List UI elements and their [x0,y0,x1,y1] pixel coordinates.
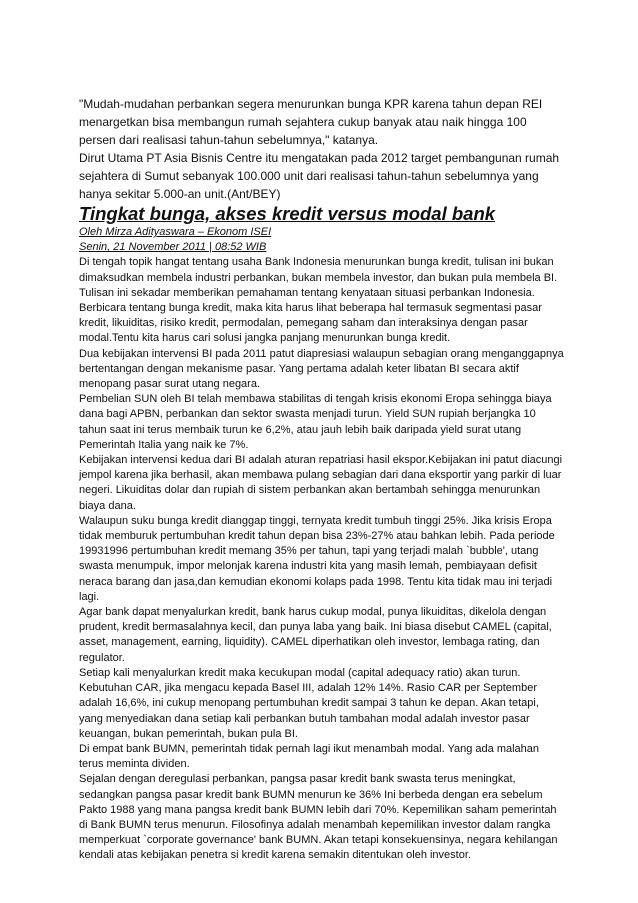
article-paragraph: Walaupun suku bunga kredit dianggap tinggi, ternyata kredit tumbuh tinggi 25%. Jika krisis Eropa tidak memburuk pertumbuhan kredit tahun depan bisa 23%-27% atau bahkan lebih. Pada periode 19931996 pertumbuhan kredit memang 35% per tahun, tapi yang terjadi malah `bubble', utang swasta menumpuk, impor melonjak karena industri kita yang masih lemah, pembiayaan defisit neraca barang dan jasa,dan kemudian ekonomi kolaps pada 1998. Tentu kita tidak mau ini terjadi lagi. [79,514,555,603]
article-author: Oleh Mirza Adityaswara – Ekonom ISEI [79,226,272,238]
intro-paragraph: "Mudah-mudahan perbankan segera menurunkan bunga KPR karena tahun depan REI menargetkan bisa membangun rumah sejahtera cukup banyak atau naik hingga 100 persen dari realisasi tahun-tahun sebelumnya," katanya. [79,97,543,147]
article-paragraph: Di tengah topik hangat tentang usaha Bank Indonesia menurunkan bunga kredit, tulisan ini bukan dimaksudkan membela industri perbankan, bukan membela investor, dan bukan pula membela BI. Tulisan ini sekadar memberikan pemahaman tentang kenyataan situasi perbankan Indonesia. [79,256,558,299]
article-title: Tingkat bunga, akses kredit versus modal bank [79,203,496,224]
article-paragraph: Di empat bank BUMN, pemerintah tidak pernah lagi ikut menambah modal. Yang ada malahan terus meminta dividen. [79,742,540,771]
article-paragraph: Setiap kali menyalurkan kredit maka kecukupan modal (capital adequacy ratio) akan turun. Kebutuhan CAR, jika mengacu kepada Basel III, adalah 12% 14%. Rasio CAR per September adalah 16,6%, ini cukup menopang pertumbuhan kredit sampai 3 tahun ke depan. Akan tetapi, yang menyediakan dana setiap kali perbankan butuh tambahan modal adalah investor pasar keuangan, bukan pemerintah, bukan pula BI. [79,666,539,740]
article-body [79,255,565,863]
intro-paragraph: Dirut Utama PT Asia Bisnis Centre itu mengatakan pada 2012 target pembangunan rumah sejahtera di Sumut sebanyak 100.000 unit dari realisasi tahun-tahun sebelumnya yang hanya sekitar 5.000-an unit.(Ant/BEY) [79,151,560,201]
article-paragraph: Berbicara tentang bunga kredit, maka kita harus lihat beberapa hal termasuk segmentasi pasar kredit, likuiditas, risiko kredit, permodalan, pemegang saham dan interaksinya dengan pasar modal.Tentu kita harus cari solusi jangka panjang menurunkan bunga kredit. [79,302,542,345]
article-paragraph: Pembelian SUN oleh BI telah membawa stabilitas di tengah krisis ekonomi Eropa sehingga biaya dana bagi APBN, perbankan dan sektor swasta menjadi turun. Yield SUN rupiah berjangka 10 tahun saat ini terus membaik turun ke 6,2%, atau jauh lebih baik daripada yield surat utang Pemerintah Italia yang naik ke 7%. [79,393,552,451]
article-paragraph: Sejalan dengan deregulasi perbankan, pangsa pasar kredit bank swasta terus meningkat, sedangkan pangsa pasar kredit bank BUMN menurun ke 36% Ini berbeda dengan era sebelum Pakto 1988 yang mana pangsa kredit bank BUMN lebih dari 70%. Kepemilikan saham pemerintah di Bank BUMN terus menurun. Filosofinya adalah menambah kepemilikan investor dalam rangka memperkuat `corporate governance' bank BUMN. Akan tetapi konsekuensinya, negara kehilangan kendali atas kebijakan penetra si kredit karena semakin ditentukan oleh investor. [79,773,558,862]
article-paragraph: Agar bank dapat menyalurkan kredit, bank harus cukup modal, punya likuiditas, dikelola dengan prudent, kredit bermasalahnya kecil, dan punya laba yang baik. Ini biasa disebut CAMEL (capital, asset, management, earning, liquidity). CAMEL diperhatikan oleh investor, lembaga rating, dan regulator. [79,606,552,664]
article-paragraph: Dua kebijakan intervensi BI pada 2011 patut diapresiasi walaupun sebagian orang menganggapnya bertentangan dengan mekanisme pasar. Yang pertama adalah keter libatan BI secara aktif menopang pasar surat utang negara. [79,347,564,391]
document-page [79,95,565,864]
intro-section [79,95,565,203]
article-date: Senin, 21 November 2011 | 08:52 WIB [79,241,267,254]
article-paragraph: Kebijakan intervensi kedua dari BI adalah aturan repatriasi hasil ekspor.Kebijakan ini patut diacungi jempol karena jika berhasil, akan membawa pulang sebagian dari dana eksportir yang parkir di luar negeri. Likuiditas dolar dan rupiah di sistem perbankan akan bertambah sehingga menurunkan biaya dana. [79,454,563,512]
